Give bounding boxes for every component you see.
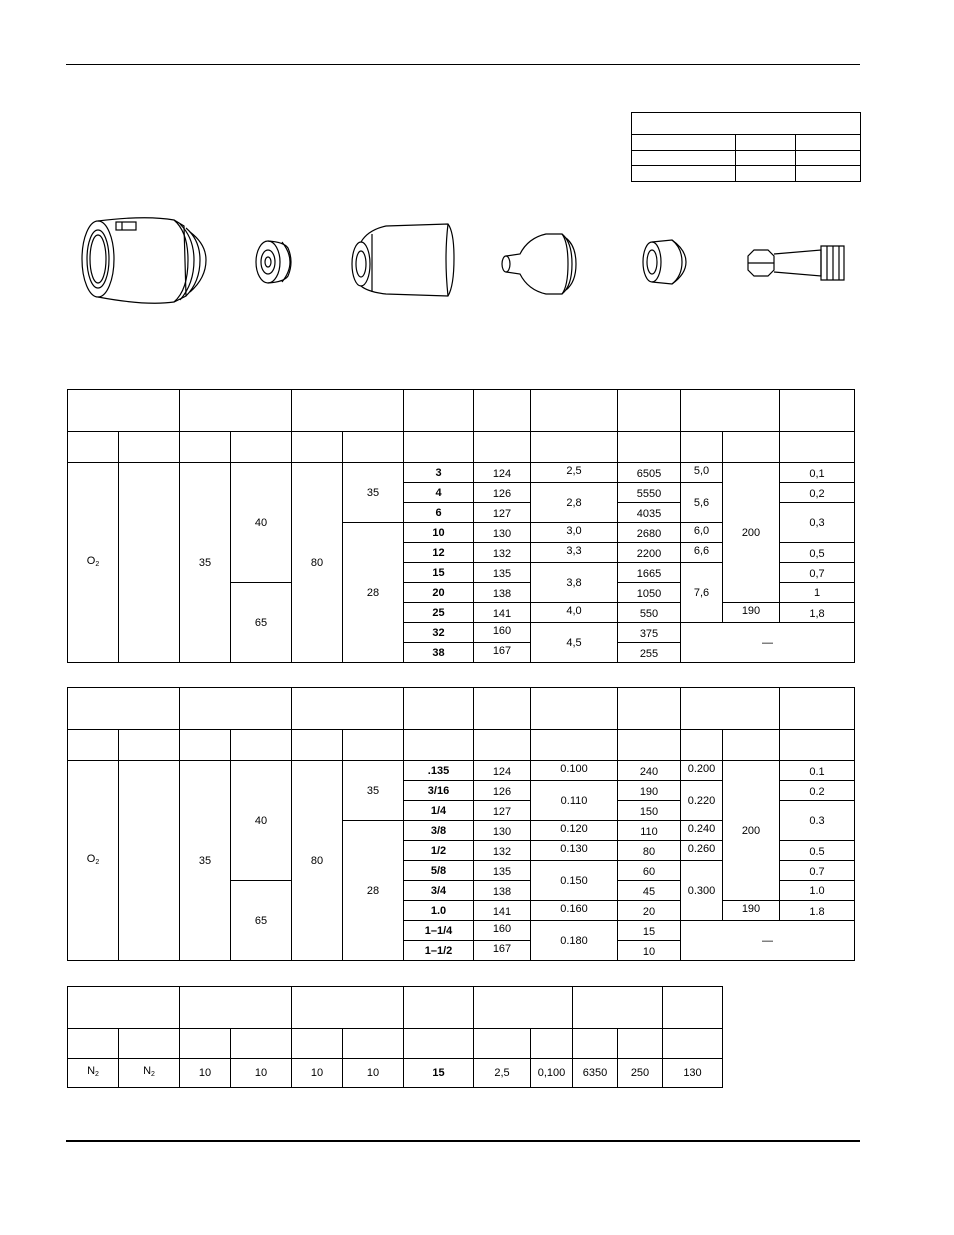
thickness-cell: 1/2	[404, 841, 474, 861]
footer-rule	[66, 1140, 860, 1142]
marking-plasma-gas: $N_2$	[68, 1059, 119, 1088]
initial-height-cell: 200	[723, 761, 780, 901]
plasma-gas-cell: $O_2$	[68, 463, 119, 663]
shield-cutflow-setting: 28	[343, 523, 404, 663]
initial-height-cell: 190	[723, 901, 780, 921]
thickness-cell: 1.0	[404, 901, 474, 921]
nozzle-drawing	[502, 234, 576, 294]
thickness-cell: 32	[404, 623, 474, 643]
preflow-setting: 35	[180, 761, 231, 961]
consumable-parts-illustration	[76, 212, 866, 312]
imperial-cut-chart: $O_2$ 35 40 80 35 .135 124 0.100 240 0.200 200 0.1 3/16 126 0.110 190 0.220 0.2 1/4 127 150 0.3 28 3/8 130 0.120 110 0.240 1/2 132 0.130 80 0.260 0.5 5/8 135 0.150 60 0.300 0.7 65 3/4 138 45 1.0 1.0 141 0.160 20 190 1.8 1–1/4 160 0.180 15 — 1–1/2 167 10	[67, 687, 855, 961]
shield-cutflow-setting: 35	[343, 761, 404, 821]
thickness-cell: 3/16	[404, 781, 474, 801]
marking-shield-gas: $N_2$	[119, 1059, 180, 1088]
cutflow-setting: 65	[231, 583, 292, 663]
nozzle-retaining-cap-drawing	[352, 224, 454, 296]
not-applicable-cell: —	[681, 921, 855, 961]
reference-table	[631, 112, 861, 182]
shield-preflow-setting: 80	[292, 761, 343, 961]
thickness-cell: 20	[404, 583, 474, 603]
thickness-cell: .135	[404, 761, 474, 781]
thickness-cell: 3/8	[404, 821, 474, 841]
plasma-gas-cell: $O_2$	[68, 761, 119, 961]
initial-height-cell: 200	[723, 463, 780, 603]
swirl-ring-drawing	[643, 240, 686, 284]
thickness-cell: 4	[404, 483, 474, 503]
not-applicable-cell: —	[681, 623, 855, 663]
thickness-cell: 12	[404, 543, 474, 563]
marking-table: $N_2$ $N_2$ 10 10 10 10 15 2,5 0,100 6350 250 130	[67, 986, 723, 1088]
thickness-cell: 3/4	[404, 881, 474, 901]
thickness-cell: 1–1/4	[404, 921, 474, 941]
thickness-cell: 1/4	[404, 801, 474, 821]
initial-height-cell: 190	[723, 603, 780, 623]
thickness-cell: 5/8	[404, 861, 474, 881]
shield-cutflow-setting: 28	[343, 821, 404, 961]
retaining-cap-drawing	[256, 241, 291, 283]
cutflow-setting: 40	[231, 463, 292, 583]
thickness-cell: 6	[404, 503, 474, 523]
preflow-setting: 35	[180, 463, 231, 663]
thickness-cell: 3	[404, 463, 474, 483]
ref-table-header	[632, 113, 861, 135]
thickness-cell: 25	[404, 603, 474, 623]
shield-cap-drawing	[82, 218, 206, 304]
metric-cut-chart: $O_2$ 35 40 80 35 3 124 2,5 6505 5,0 200 0,1 4 126 2,8 5550 5,6 0,2 6 127 4035 0,3 28 10 130 3,0 2680 6,0 12 132 3,3 2200 6,6 0,5 15 135 3,8 1665 7,6 0,7 65 20 138 1050 1 25 141 4,0 550 190 1,8 32 160 4,5 375 — 38 167 255	[67, 389, 855, 663]
thickness-cell: 38	[404, 643, 474, 663]
electrode-drawing	[748, 246, 844, 280]
shield-cutflow-setting: 35	[343, 463, 404, 523]
thickness-cell: 10	[404, 523, 474, 543]
header-rule	[66, 64, 860, 65]
cutflow-setting: 65	[231, 881, 292, 961]
cutflow-setting: 40	[231, 761, 292, 881]
shield-preflow-setting: 80	[292, 463, 343, 663]
thickness-cell: 15	[404, 563, 474, 583]
thickness-cell: 1–1/2	[404, 941, 474, 961]
